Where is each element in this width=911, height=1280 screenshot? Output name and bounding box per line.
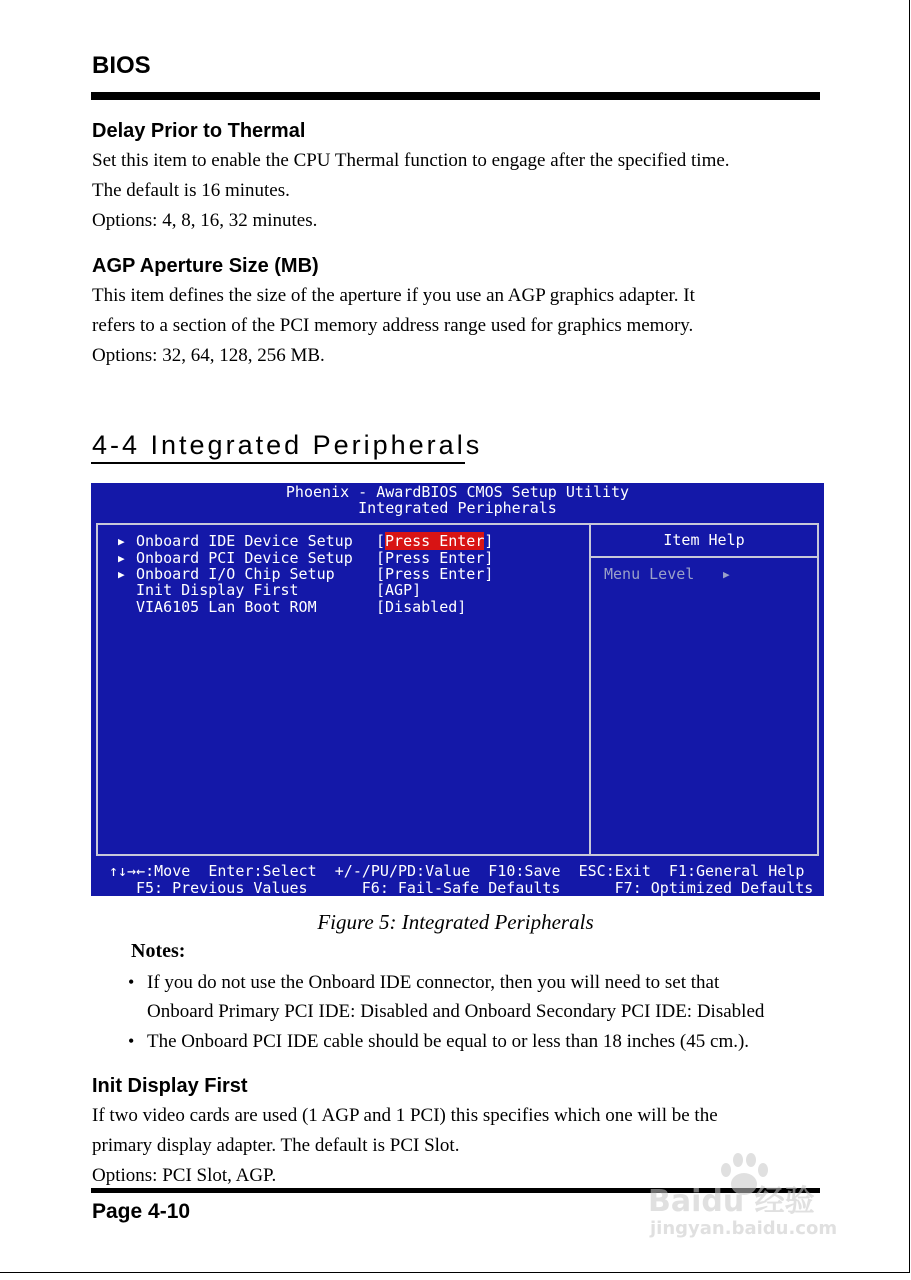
paragraph-line: primary display adapter. The default is PCI Slot. (92, 1135, 460, 1156)
menu-level-label: Menu Level (604, 565, 695, 583)
item-help-title: Item Help (663, 531, 745, 549)
heading-agp-aperture-size: AGP Aperture Size (MB) (92, 255, 319, 277)
paragraph-line: If two video cards are used (1 AGP and 1 PCI) this specifies which one will be the (92, 1105, 718, 1126)
note-line: If you do not use the Onboard IDE connector, then you will need to set that (147, 972, 720, 993)
bios-value-lan-boot-rom[interactable]: [Disabled] (376, 598, 467, 616)
note-line: The Onboard PCI IDE cable should be equal to or less than 18 inches (45 cm.). (147, 1031, 750, 1052)
bios-item-lan-boot-rom[interactable]: VIA6105 Lan Boot ROM (136, 598, 317, 616)
bios-help-divider (591, 556, 817, 558)
heading-init-display-first: Init Display First (92, 1075, 248, 1097)
paragraph-line: Options: 32, 64, 128, 256 MB. (92, 345, 325, 366)
watermark (646, 1150, 876, 1250)
bios-value-highlight: Press Enter (385, 532, 485, 550)
paragraph-line: Options: PCI Slot, AGP. (92, 1165, 277, 1186)
paragraph-line: This item defines the size of the aperture if you use an AGP graphics adapter. It (92, 285, 695, 306)
notes-heading: Notes: (131, 940, 186, 962)
bios-key-help-line1: ↑↓→←:Move Enter:Select +/-/PU/PD:Value F10:Save ESC:Exit F1:General Help (109, 862, 805, 880)
bios-item-init-display-first[interactable]: Init Display First (136, 581, 299, 599)
menu-level-arrow-icon: ▶ (723, 568, 730, 581)
bios-title: Phoenix - AwardBIOS CMOS Setup Utility (285, 483, 630, 501)
bios-divider (589, 523, 591, 856)
note-line: Onboard Primary PCI IDE: Disabled and Onboard Secondary PCI IDE: Disabled (147, 1001, 765, 1022)
paragraph-line: refers to a section of the PCI memory address range used for graphics memory. (92, 315, 694, 336)
chapter-title: 4-4 Integrated Peripherals (92, 430, 483, 460)
bios-item-onboard-io-chip[interactable]: Onboard I/O Chip Setup (136, 565, 335, 583)
paragraph-line: Set this item to enable the CPU Thermal function to engage after the specified time. (92, 150, 730, 171)
bios-value-init-display-first[interactable]: [AGP] (376, 581, 422, 599)
bullet-icon: • (128, 1031, 135, 1051)
figure-caption: Figure 5: Integrated Peripherals (317, 910, 594, 934)
bios-value-onboard-pci[interactable]: [Press Enter] (376, 549, 494, 567)
watermark-url: jingyan.baidu.com (650, 1218, 838, 1239)
submenu-arrow-icon: ▶ (118, 535, 125, 548)
chapter-title-underline (91, 462, 465, 464)
paragraph-line: Options: 4, 8, 16, 32 minutes. (92, 210, 318, 231)
bios-key-help-line2: F5: Previous Values F6: Fail-Safe Defaults F7: Optimized Defaults (136, 879, 814, 896)
submenu-arrow-icon: ▶ (118, 568, 125, 581)
bios-value-onboard-ide[interactable]: [Press Enter] (376, 532, 494, 550)
header-rule (91, 92, 820, 100)
bios-screen (91, 483, 824, 896)
bullet-icon: • (128, 972, 135, 992)
watermark-brand: Baidu 经验 (648, 1184, 815, 1219)
paragraph-line: The default is 16 minutes. (92, 180, 290, 201)
page-header: BIOS (92, 52, 151, 79)
page-number: Page 4-10 (92, 1200, 191, 1223)
bios-item-onboard-ide[interactable]: Onboard IDE Device Setup (136, 532, 353, 550)
submenu-arrow-icon: ▶ (118, 552, 125, 565)
heading-delay-prior-to-thermal: Delay Prior to Thermal (92, 120, 306, 142)
bios-item-onboard-pci[interactable]: Onboard PCI Device Setup (136, 549, 353, 567)
bios-value-onboard-io-chip[interactable]: [Press Enter] (376, 565, 494, 583)
bios-subtitle: Integrated Peripherals (358, 499, 557, 517)
